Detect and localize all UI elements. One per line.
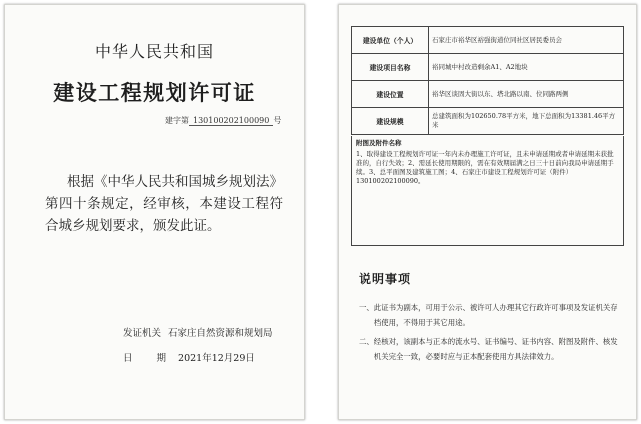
notes-list [359,300,621,368]
table-row [352,54,624,81]
note-text: 经核对，该副本与正本的流水号、证书编号、证书内容、附图及附件、核发机关完全一致，必要时应与正本配套使用方具法律效力。 [373,337,618,361]
attachments-box [351,136,624,246]
date-label-2: 期 [156,353,167,364]
certificate-body-text: 根据《中华人民共和国城乡规划法》第四十条规定，经审核，本建设工程符合城乡规划要求，颁发此证。 [45,174,283,234]
certificate-details-page [338,4,637,420]
row-label: 建设单位（个人） [352,27,429,54]
note-text: 此证书为副本，可用于公示、被许可人办理其它行政许可事项及发证机关存档使用，不得用于其它用途。 [373,303,618,327]
row-label: 建设规模 [352,108,429,135]
certificate-number-suffix: 号 [273,116,282,125]
certificate-number [165,115,281,126]
project-info-table [351,26,624,135]
certificate-number-value: 130100202100090 [189,116,273,126]
table-row [352,27,624,54]
row-value: 总建筑面积为102650.78平方米，地下总面积为13381.46平方米 [429,108,624,135]
row-value: 石家庄市裕华区裕强街道位同社区居民委员会 [429,27,624,54]
issuer [123,325,273,339]
issuer-label: 发证机关 [123,328,162,339]
issue-date [123,350,255,364]
nation-title: 中华人民共和国 [94,42,214,61]
row-label: 建设项目名称 [352,54,429,81]
certificate-body [45,171,283,237]
list-item [359,300,621,330]
list-item [359,334,621,364]
attachments-title: 附图及附件名称 [356,139,402,147]
row-value: 裕同城中村改造剩余A1、A2地块 [429,54,624,81]
certificate-cover-page [4,4,305,420]
table-row [352,108,624,135]
row-value: 裕华区谈固大街以东、塔北路以南、位同路两侧 [429,81,624,108]
issuer-value: 石家庄自然资源和规划局 [168,328,273,339]
notes-title: 说明事项 [359,272,412,286]
certificate-title: 建设工程规划许可证 [53,80,256,105]
note-number: 一、 [359,303,374,312]
date-value: 2021年12月29日 [178,353,255,364]
attachments-text: 1、取得建设工程规划许可证一年内未办理施工许可证，且未申请延期或者申请延期未获批准的，自行失效；2、需延长使用期限的，需在有效期届满之日三十日前向我局申请延期手续。3、总平面图及建筑施工图；4、石家庄市建设工程规划许可证（附件）130100202100090。 [356,150,614,185]
date-label-1: 日 [123,353,133,364]
table-row [352,81,624,108]
row-label: 建设位置 [352,81,429,108]
note-number: 二、 [359,337,374,346]
certificate-number-prefix: 建字第 [165,116,189,125]
